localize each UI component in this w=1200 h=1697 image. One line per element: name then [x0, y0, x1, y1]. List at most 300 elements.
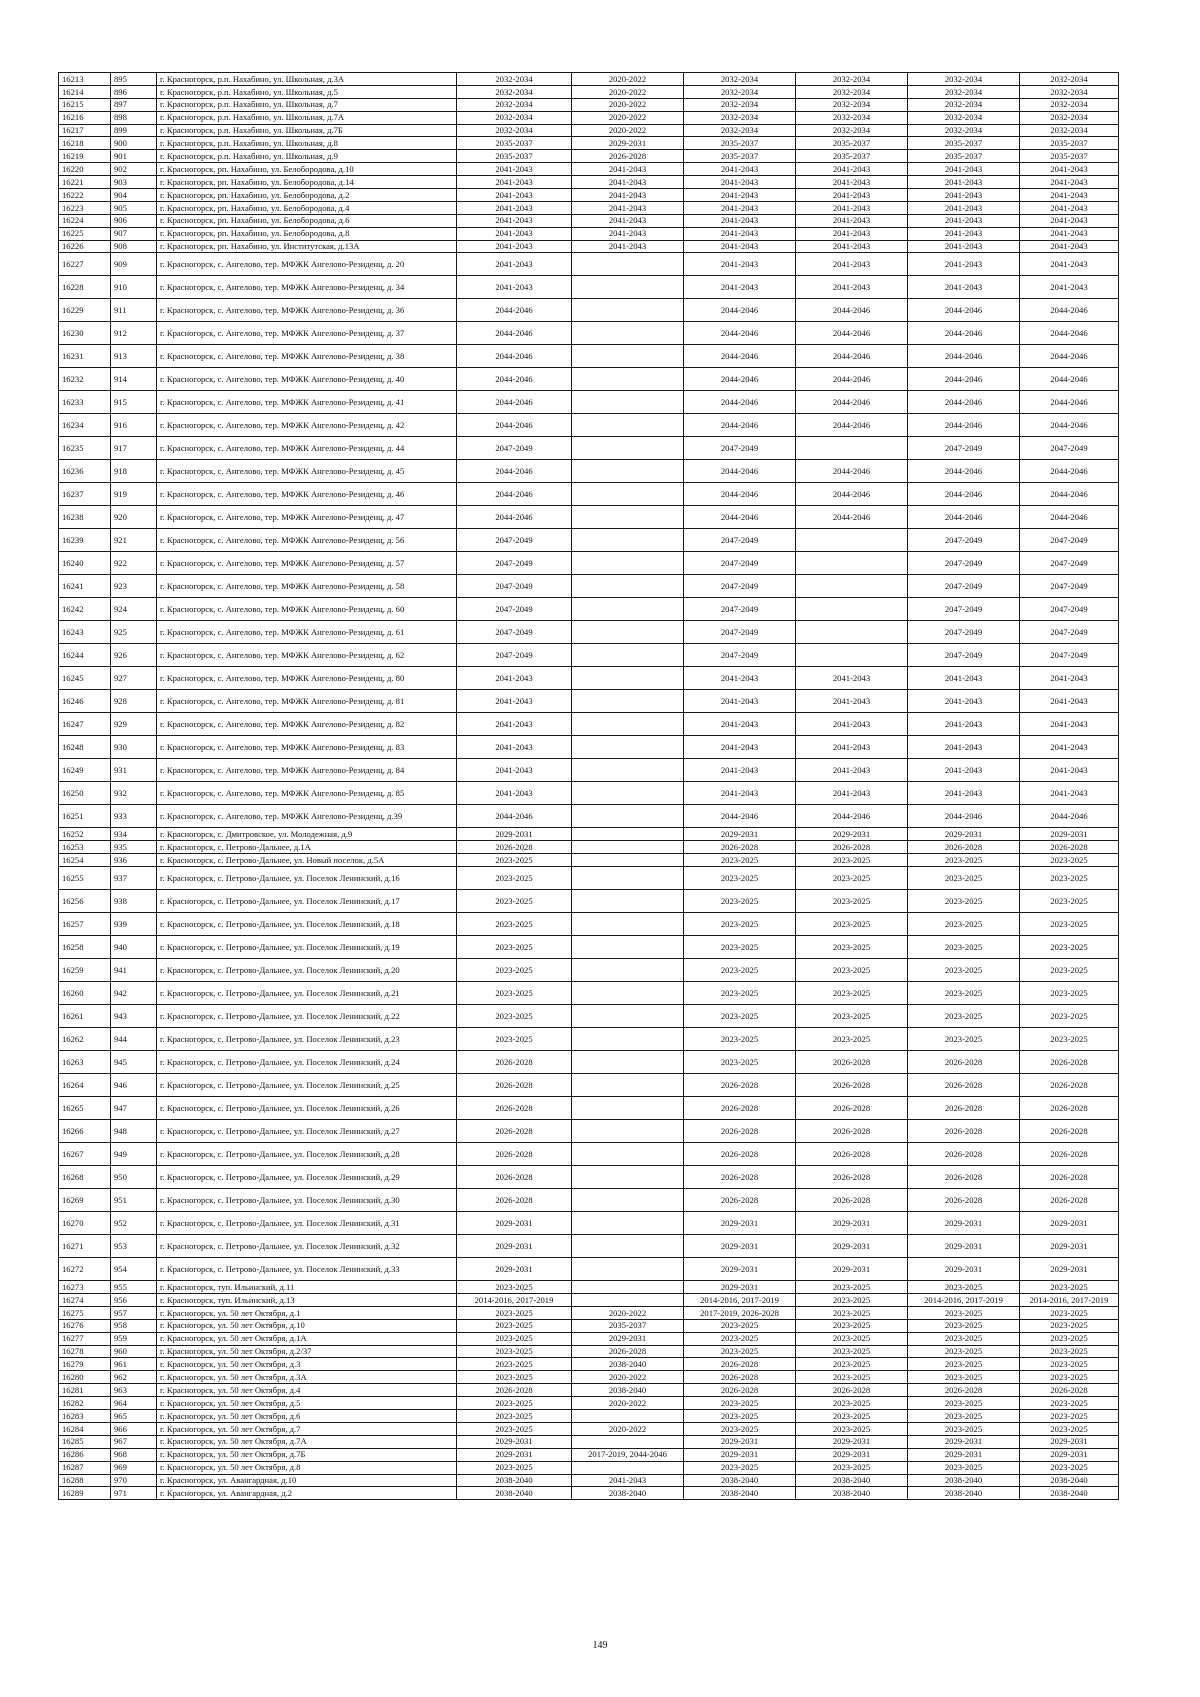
period-cell: 2041-2043 [796, 240, 908, 253]
address-cell: г. Красногорск, с. Ангелово, тер. МФЖК Ангелово-Резиденц, д. 45 [157, 460, 457, 483]
period-cell: 2041-2043 [908, 759, 1020, 782]
period-cell [572, 644, 684, 667]
period-cell: 2026-2028 [457, 1143, 572, 1166]
house-number: 957 [111, 1306, 157, 1319]
period-cell: 2029-2031 [457, 1212, 572, 1235]
period-cell: 2047-2049 [908, 621, 1020, 644]
period-cell: 2026-2028 [796, 1074, 908, 1097]
row-index: 16240 [59, 552, 111, 575]
period-cell: 2023-2025 [684, 1397, 796, 1410]
row-index: 16283 [59, 1410, 111, 1423]
period-cell: 2035-2037 [1020, 150, 1119, 163]
period-cell: 2029-2031 [572, 137, 684, 150]
period-cell: 2029-2031 [684, 1235, 796, 1258]
period-cell: 2041-2043 [457, 736, 572, 759]
period-cell: 2035-2037 [684, 150, 796, 163]
period-cell: 2035-2037 [796, 150, 908, 163]
row-index: 16276 [59, 1319, 111, 1332]
table-row [59, 1074, 1119, 1097]
period-cell: 2044-2046 [684, 460, 796, 483]
period-cell: 2041-2043 [457, 201, 572, 214]
period-cell: 2041-2043 [796, 201, 908, 214]
row-index: 16237 [59, 483, 111, 506]
period-cell: 2044-2046 [908, 460, 1020, 483]
period-cell: 2026-2028 [684, 1384, 796, 1397]
period-cell: 2023-2025 [684, 1345, 796, 1358]
row-index: 16216 [59, 111, 111, 124]
row-index: 16231 [59, 345, 111, 368]
period-cell: 2041-2043 [457, 253, 572, 276]
table-row [59, 982, 1119, 1005]
period-cell: 2038-2040 [457, 1474, 572, 1487]
row-index: 16266 [59, 1120, 111, 1143]
table-row [59, 460, 1119, 483]
period-cell: 2041-2043 [684, 759, 796, 782]
table-row [59, 163, 1119, 176]
period-cell: 2041-2043 [684, 189, 796, 202]
period-cell: 2023-2025 [908, 1410, 1020, 1423]
house-number: 918 [111, 460, 157, 483]
table-row [59, 1189, 1119, 1212]
row-index: 16265 [59, 1097, 111, 1120]
period-cell: 2026-2028 [1020, 1166, 1119, 1189]
table-row [59, 1358, 1119, 1371]
period-cell: 2041-2043 [1020, 214, 1119, 227]
period-cell: 2044-2046 [1020, 299, 1119, 322]
period-cell: 2032-2034 [908, 73, 1020, 86]
house-number: 947 [111, 1097, 157, 1120]
period-cell: 2041-2043 [457, 227, 572, 240]
address-cell: г. Красногорск, с. Ангелово, тер. МФЖК Ангелово-Резиденц, д. 36 [157, 299, 457, 322]
table-row [59, 414, 1119, 437]
house-number: 950 [111, 1166, 157, 1189]
house-number: 922 [111, 552, 157, 575]
period-cell: 2041-2043 [1020, 736, 1119, 759]
period-cell [572, 713, 684, 736]
period-cell: 2026-2028 [1020, 1074, 1119, 1097]
period-cell: 2023-2025 [908, 867, 1020, 890]
period-cell: 2047-2049 [457, 575, 572, 598]
period-cell: 2044-2046 [684, 414, 796, 437]
row-index: 16262 [59, 1028, 111, 1051]
house-number: 944 [111, 1028, 157, 1051]
period-cell: 2047-2049 [1020, 621, 1119, 644]
period-cell: 2047-2049 [908, 598, 1020, 621]
period-cell: 2023-2025 [1020, 890, 1119, 913]
table-row [59, 1306, 1119, 1319]
period-cell: 2023-2025 [796, 1281, 908, 1294]
period-cell: 2029-2031 [684, 828, 796, 841]
row-index: 16242 [59, 598, 111, 621]
period-cell: 2047-2049 [1020, 437, 1119, 460]
period-cell: 2020-2022 [572, 98, 684, 111]
period-cell: 2032-2034 [908, 111, 1020, 124]
period-cell: 2044-2046 [1020, 368, 1119, 391]
period-cell: 2032-2034 [457, 73, 572, 86]
period-cell: 2023-2025 [1020, 1397, 1119, 1410]
period-cell: 2041-2043 [1020, 782, 1119, 805]
period-cell: 2023-2025 [684, 854, 796, 867]
period-cell: 2029-2031 [908, 1235, 1020, 1258]
period-cell: 2023-2025 [1020, 1028, 1119, 1051]
row-index: 16243 [59, 621, 111, 644]
repair-schedule-table [58, 72, 1119, 1500]
period-cell: 2044-2046 [457, 299, 572, 322]
period-cell: 2026-2028 [908, 1384, 1020, 1397]
row-index: 16227 [59, 253, 111, 276]
table-row [59, 322, 1119, 345]
row-index: 16220 [59, 163, 111, 176]
period-cell: 2041-2043 [684, 782, 796, 805]
table-row [59, 201, 1119, 214]
house-number: 897 [111, 98, 157, 111]
period-cell: 2023-2025 [457, 1345, 572, 1358]
period-cell: 2041-2043 [796, 253, 908, 276]
row-index: 16218 [59, 137, 111, 150]
period-cell: 2029-2031 [796, 1435, 908, 1448]
period-cell: 2044-2046 [684, 391, 796, 414]
period-cell: 2029-2031 [1020, 1235, 1119, 1258]
table-row [59, 98, 1119, 111]
address-cell: г. Красногорск, с. Ангелово, тер. МФЖК Ангелово-Резиденц, д. 56 [157, 529, 457, 552]
period-cell: 2023-2025 [1020, 1410, 1119, 1423]
period-cell [796, 621, 908, 644]
address-cell: г. Красногорск, с. Ангелово, тер. МФЖК Ангелово-Резиденц, д. 58 [157, 575, 457, 598]
address-cell: г. Красногорск, с. Петрово-Дальнее, ул. Поселок Ленинский, д.23 [157, 1028, 457, 1051]
period-cell: 2041-2043 [457, 759, 572, 782]
period-cell: 2023-2025 [796, 913, 908, 936]
row-index: 16260 [59, 982, 111, 1005]
period-cell: 2020-2022 [572, 1397, 684, 1410]
period-cell: 2023-2025 [457, 1319, 572, 1332]
house-number: 967 [111, 1435, 157, 1448]
period-cell: 2023-2025 [457, 913, 572, 936]
period-cell: 2020-2022 [572, 1371, 684, 1384]
period-cell: 2044-2046 [908, 391, 1020, 414]
period-cell [796, 552, 908, 575]
period-cell: 2023-2025 [908, 1345, 1020, 1358]
period-cell: 2041-2043 [1020, 201, 1119, 214]
period-cell: 2032-2034 [796, 85, 908, 98]
house-number: 955 [111, 1281, 157, 1294]
row-index: 16217 [59, 124, 111, 137]
address-cell: г. Красногорск, с. Ангелово, тер. МФЖК Ангелово-Резиденц, д. 40 [157, 368, 457, 391]
period-cell: 2023-2025 [1020, 1281, 1119, 1294]
period-cell: 2023-2025 [908, 1371, 1020, 1384]
period-cell: 2029-2031 [908, 1435, 1020, 1448]
row-index: 16219 [59, 150, 111, 163]
row-index: 16235 [59, 437, 111, 460]
table-row [59, 1384, 1119, 1397]
address-cell: г. Красногорск, с. Ангелово, тер. МФЖК Ангелово-Резиденц, д. 37 [157, 322, 457, 345]
period-cell: 2044-2046 [1020, 506, 1119, 529]
period-cell: 2044-2046 [908, 483, 1020, 506]
period-cell: 2023-2025 [684, 1005, 796, 1028]
address-cell: г. Красногорск, с. Ангелово, тер. МФЖК Ангелово-Резиденц, д. 47 [157, 506, 457, 529]
period-cell [572, 890, 684, 913]
house-number: 900 [111, 137, 157, 150]
period-cell: 2032-2034 [457, 111, 572, 124]
address-cell: г. Красногорск, с. Ангелово, тер. МФЖК Ангелово-Резиденц, д. 82 [157, 713, 457, 736]
row-index: 16251 [59, 805, 111, 828]
house-number: 965 [111, 1410, 157, 1423]
period-cell: 2026-2028 [1020, 1097, 1119, 1120]
row-index: 16271 [59, 1235, 111, 1258]
row-index: 16279 [59, 1358, 111, 1371]
period-cell [572, 1258, 684, 1281]
period-cell: 2026-2028 [1020, 1051, 1119, 1074]
row-index: 16228 [59, 276, 111, 299]
address-cell: г. Красногорск, с. Петрово-Дальнее, ул. Поселок Ленинский, д.19 [157, 936, 457, 959]
house-number: 914 [111, 368, 157, 391]
period-cell: 2023-2025 [684, 1332, 796, 1345]
table-row [59, 1005, 1119, 1028]
period-cell: 2023-2025 [684, 959, 796, 982]
period-cell: 2023-2025 [796, 1028, 908, 1051]
period-cell: 2023-2025 [1020, 982, 1119, 1005]
table-row [59, 1235, 1119, 1258]
table-row [59, 345, 1119, 368]
period-cell: 2023-2025 [457, 1332, 572, 1345]
address-cell: г. Красногорск, с. Петрово-Дальнее, ул. Поселок Ленинский, д.30 [157, 1189, 457, 1212]
period-cell: 2032-2034 [796, 124, 908, 137]
period-cell: 2020-2022 [572, 1306, 684, 1319]
period-cell: 2041-2043 [684, 276, 796, 299]
house-number: 949 [111, 1143, 157, 1166]
period-cell: 2047-2049 [1020, 529, 1119, 552]
row-index: 16248 [59, 736, 111, 759]
period-cell: 2047-2049 [908, 552, 1020, 575]
period-cell: 2035-2037 [572, 1319, 684, 1332]
period-cell: 2041-2043 [908, 240, 1020, 253]
table-row [59, 644, 1119, 667]
period-cell: 2023-2025 [796, 936, 908, 959]
period-cell: 2023-2025 [1020, 1371, 1119, 1384]
row-index: 16226 [59, 240, 111, 253]
house-number: 907 [111, 227, 157, 240]
address-cell: г. Красногорск, рп. Нахабино, ул. Белобородова, д.8 [157, 227, 457, 240]
period-cell: 2047-2049 [684, 529, 796, 552]
period-cell: 2023-2025 [796, 1345, 908, 1358]
period-cell: 2041-2043 [1020, 189, 1119, 202]
address-cell: г. Красногорск, с. Дмитровское, ул. Молодежная, д.9 [157, 828, 457, 841]
period-cell: 2023-2025 [796, 982, 908, 1005]
period-cell: 2041-2043 [796, 759, 908, 782]
address-cell: г. Красногорск, с. Ангелово, тер. МФЖК Ангелово-Резиденц, д. 42 [157, 414, 457, 437]
period-cell: 2038-2040 [908, 1487, 1020, 1500]
address-cell: г. Красногорск, с. Ангелово, тер. МФЖК Ангелово-Резиденц, д. 81 [157, 690, 457, 713]
period-cell: 2041-2043 [908, 667, 1020, 690]
row-index: 16278 [59, 1345, 111, 1358]
address-cell: г. Красногорск, рп. Нахабино, ул. Институтская, д.13А [157, 240, 457, 253]
period-cell: 2044-2046 [908, 506, 1020, 529]
period-cell: 2044-2046 [684, 299, 796, 322]
period-cell: 2041-2043 [572, 201, 684, 214]
house-number: 964 [111, 1397, 157, 1410]
address-cell: г. Красногорск, ул. 50 лет Октября, д.10 [157, 1319, 457, 1332]
house-number: 970 [111, 1474, 157, 1487]
period-cell: 2026-2028 [908, 841, 1020, 854]
period-cell: 2038-2040 [572, 1384, 684, 1397]
period-cell: 2041-2043 [684, 240, 796, 253]
period-cell: 2029-2031 [1020, 828, 1119, 841]
period-cell: 2041-2043 [908, 690, 1020, 713]
period-cell: 2047-2049 [908, 437, 1020, 460]
table-row [59, 552, 1119, 575]
period-cell [572, 1143, 684, 1166]
period-cell: 2041-2043 [908, 227, 1020, 240]
address-cell: г. Красногорск, рп. Нахабино, ул. Белобородова, д.10 [157, 163, 457, 176]
period-cell: 2044-2046 [796, 805, 908, 828]
table-row [59, 189, 1119, 202]
address-cell: г. Красногорск, р.п. Нахабино, ул. Школьная, д.3А [157, 73, 457, 86]
table-row [59, 483, 1119, 506]
address-cell: г. Красногорск, с. Петрово-Дальнее, ул. Поселок Ленинский, д.17 [157, 890, 457, 913]
house-number: 945 [111, 1051, 157, 1074]
row-index: 16239 [59, 529, 111, 552]
period-cell: 2023-2025 [908, 936, 1020, 959]
period-cell: 2029-2031 [684, 1281, 796, 1294]
address-cell: г. Красногорск, с. Ангелово, тер. МФЖК Ангелово-Резиденц, д. 84 [157, 759, 457, 782]
address-cell: г. Красногорск, с. Петрово-Дальнее, д.1А [157, 841, 457, 854]
period-cell: 2023-2025 [457, 1422, 572, 1435]
period-cell [572, 959, 684, 982]
row-index: 16230 [59, 322, 111, 345]
address-cell: г. Красногорск, р.п. Нахабино, ул. Школьная, д.7 [157, 98, 457, 111]
period-cell: 2047-2049 [908, 529, 1020, 552]
row-index: 16263 [59, 1051, 111, 1074]
period-cell: 2044-2046 [457, 345, 572, 368]
period-cell: 2023-2025 [1020, 867, 1119, 890]
table-row [59, 214, 1119, 227]
table-row [59, 1448, 1119, 1461]
address-cell: г. Красногорск, с. Ангелово, тер. МФЖК Ангелово-Резиденц, д. 60 [157, 598, 457, 621]
period-cell: 2041-2043 [457, 214, 572, 227]
period-cell: 2041-2043 [908, 189, 1020, 202]
table-row [59, 150, 1119, 163]
period-cell: 2047-2049 [457, 437, 572, 460]
period-cell: 2041-2043 [1020, 240, 1119, 253]
period-cell: 2032-2034 [908, 98, 1020, 111]
period-cell: 2023-2025 [1020, 1422, 1119, 1435]
address-cell: г. Красногорск, с. Петрово-Дальнее, ул. Поселок Ленинский, д.27 [157, 1120, 457, 1143]
period-cell: 2041-2043 [796, 667, 908, 690]
table-row [59, 176, 1119, 189]
address-cell: г. Красногорск, ул. 50 лет Октября, д.5 [157, 1397, 457, 1410]
table-row [59, 299, 1119, 322]
table-row [59, 621, 1119, 644]
period-cell [572, 437, 684, 460]
period-cell [572, 1281, 684, 1294]
period-cell: 2044-2046 [908, 368, 1020, 391]
period-cell: 2038-2040 [684, 1487, 796, 1500]
row-index: 16225 [59, 227, 111, 240]
period-cell: 2026-2028 [796, 1384, 908, 1397]
table-row [59, 368, 1119, 391]
period-cell: 2044-2046 [796, 460, 908, 483]
house-number: 908 [111, 240, 157, 253]
house-number: 934 [111, 828, 157, 841]
house-number: 915 [111, 391, 157, 414]
period-cell: 2023-2025 [457, 1397, 572, 1410]
period-cell: 2041-2043 [1020, 759, 1119, 782]
period-cell: 2044-2046 [457, 506, 572, 529]
period-cell: 2035-2037 [457, 137, 572, 150]
table-row [59, 936, 1119, 959]
period-cell: 2047-2049 [908, 644, 1020, 667]
period-cell: 2032-2034 [796, 111, 908, 124]
table-row [59, 1410, 1119, 1423]
period-cell: 2041-2043 [457, 667, 572, 690]
address-cell: г. Красногорск, р.п. Нахабино, ул. Школьная, д.8 [157, 137, 457, 150]
period-cell: 2029-2031 [684, 1212, 796, 1235]
table-row [59, 736, 1119, 759]
address-cell: г. Красногорск, с. Петрово-Дальнее, ул. Поселок Ленинский, д.26 [157, 1097, 457, 1120]
period-cell: 2044-2046 [796, 483, 908, 506]
period-cell: 2023-2025 [796, 867, 908, 890]
address-cell: г. Красногорск, ул. Авангардная, д.10 [157, 1474, 457, 1487]
address-cell: г. Красногорск, с. Ангелово, тер. МФЖК Ангелово-Резиденц, д. 34 [157, 276, 457, 299]
period-cell: 2038-2040 [796, 1474, 908, 1487]
period-cell: 2023-2025 [684, 982, 796, 1005]
address-cell: г. Красногорск, р.п. Нахабино, ул. Школьная, д.9 [157, 150, 457, 163]
period-cell: 2044-2046 [796, 506, 908, 529]
house-number: 913 [111, 345, 157, 368]
table-row [59, 959, 1119, 982]
period-cell: 2023-2025 [796, 1332, 908, 1345]
period-cell [572, 1120, 684, 1143]
period-cell: 2041-2043 [572, 227, 684, 240]
period-cell [572, 805, 684, 828]
period-cell: 2023-2025 [796, 1005, 908, 1028]
row-index: 16289 [59, 1487, 111, 1500]
house-number: 906 [111, 214, 157, 227]
period-cell: 2041-2043 [796, 163, 908, 176]
house-number: 931 [111, 759, 157, 782]
period-cell: 2023-2025 [457, 1005, 572, 1028]
address-cell: г. Красногорск, с. Ангелово, тер. МФЖК Ангелово-Резиденц, д. 41 [157, 391, 457, 414]
period-cell: 2047-2049 [684, 575, 796, 598]
period-cell: 2023-2025 [796, 1306, 908, 1319]
period-cell: 2032-2034 [1020, 111, 1119, 124]
period-cell: 2032-2034 [1020, 73, 1119, 86]
period-cell: 2038-2040 [572, 1358, 684, 1371]
table-row [59, 1097, 1119, 1120]
period-cell: 2035-2037 [908, 137, 1020, 150]
schedule-table-container [58, 72, 1118, 1500]
row-index: 16224 [59, 214, 111, 227]
period-cell: 2041-2043 [908, 713, 1020, 736]
period-cell [572, 1074, 684, 1097]
period-cell: 2041-2043 [684, 667, 796, 690]
row-index: 16286 [59, 1448, 111, 1461]
period-cell: 2023-2025 [684, 1319, 796, 1332]
period-cell: 2023-2025 [1020, 1306, 1119, 1319]
period-cell: 2029-2031 [908, 828, 1020, 841]
period-cell: 2041-2043 [684, 227, 796, 240]
period-cell: 2041-2043 [796, 276, 908, 299]
house-number: 963 [111, 1384, 157, 1397]
period-cell: 2026-2028 [908, 1074, 1020, 1097]
table-row [59, 841, 1119, 854]
table-row [59, 276, 1119, 299]
table-row [59, 253, 1119, 276]
address-cell: г. Красногорск, с. Петрово-Дальнее, ул. Поселок Ленинский, д.18 [157, 913, 457, 936]
row-index: 16247 [59, 713, 111, 736]
period-cell: 2023-2025 [796, 1461, 908, 1474]
period-cell: 2041-2043 [908, 201, 1020, 214]
period-cell [572, 854, 684, 867]
